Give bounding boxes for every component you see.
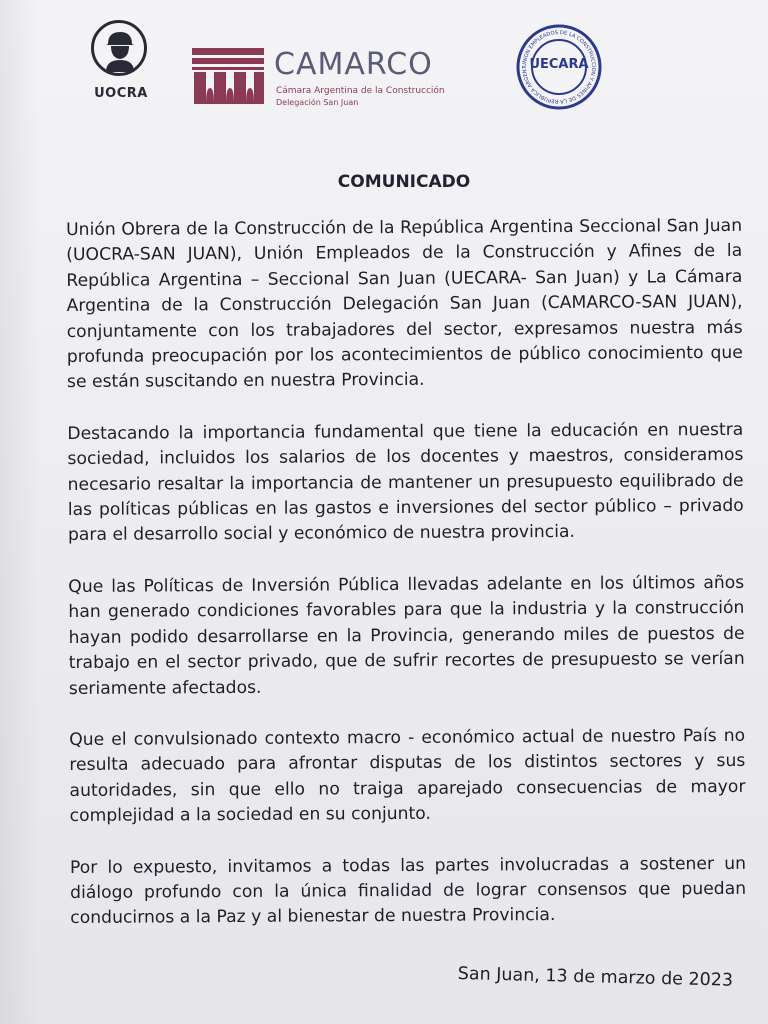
uecara-ring-text: UNION EMPLEADOS DE LA CONSTRUCCION Y AFINES DE LA REPUBLICA ARGENT — [521, 29, 597, 105]
document-title: COMUNICADO — [337, 172, 471, 192]
camarco-logo-delegation: Delegación San Juan — [276, 98, 359, 107]
camarco-arches-icon — [192, 48, 264, 104]
page-edge-shadow — [0, 0, 40, 1024]
uocra-logo — [84, 18, 158, 104]
paragraph: Por lo expuesto, invitamos a todas las partes involucradas a sostener un diálogo profundo con la única finalidad de lograr consensos que puedan conducirnos a la Paz y al bienestar de nuestra Provincia. — [69, 853, 747, 929]
uecara-seal-icon — [516, 24, 602, 110]
uecara-logo-text: UECARA — [529, 57, 589, 72]
place-date: San Juan, 13 de marzo de 2023 — [457, 964, 734, 991]
paragraph: Que el convulsionado contexto macro - económico actual de nuestro País no resulta adecuado para afrontar disputas de los distintos sectores y sus autoridades, sin que ello no traiga aparejado consecuencias de mayor complejidad a la sociedad en su conjunto. — [69, 725, 746, 827]
document-body — [66, 214, 747, 958]
uocra-logo-text: UOCRA — [94, 86, 148, 101]
camarco-logo-subtitle: Cámara Argentina de la Construcción — [276, 86, 445, 96]
paragraph: Que las Políticas de Inversión Pública llevadas adelante en los últimos años han generado condiciones favorables para que la industria y la construcción hayan podido desarrollarse en la Provincia, generando miles de puestos de trabajo en el sector privado, que de sufrir recortes de presupuesto se verían seriamente afectados. — [68, 572, 745, 699]
paragraph: Destacando la importancia fundamental que tiene la educación en nuestra sociedad, incluidos los salarios de los docentes y maestros, consideramos necesario resaltar la importancia de mantener un presupuesto equilibrado de las políticas públicas en las gastos e inversiones del sector público – privado para el desarrollo social y económico de nuestra provincia. — [67, 419, 744, 546]
camarco-logo — [192, 46, 452, 110]
paragraph: Unión Obrera de la Construcción de la República Argentina Seccional San Juan (UOCRA-SAN JUAN), Unión Empleados de la Construcción y Afines de la República Argentina – Seccional San Juan (UECARA- San Juan) y La Cámara Argentina de la Construcción Delegación San Juan (CAMARCO-SAN JUAN), conjuntamente con los trabajadores del sector, expresamos nuestra más profunda preocupación por los acontecimientos de público conocimiento que se están suscitando en nuestra Provincia. — [66, 215, 743, 393]
uocra-worker-helmet-icon — [91, 20, 147, 76]
camarco-logo-name: CAMARCO — [274, 47, 433, 82]
